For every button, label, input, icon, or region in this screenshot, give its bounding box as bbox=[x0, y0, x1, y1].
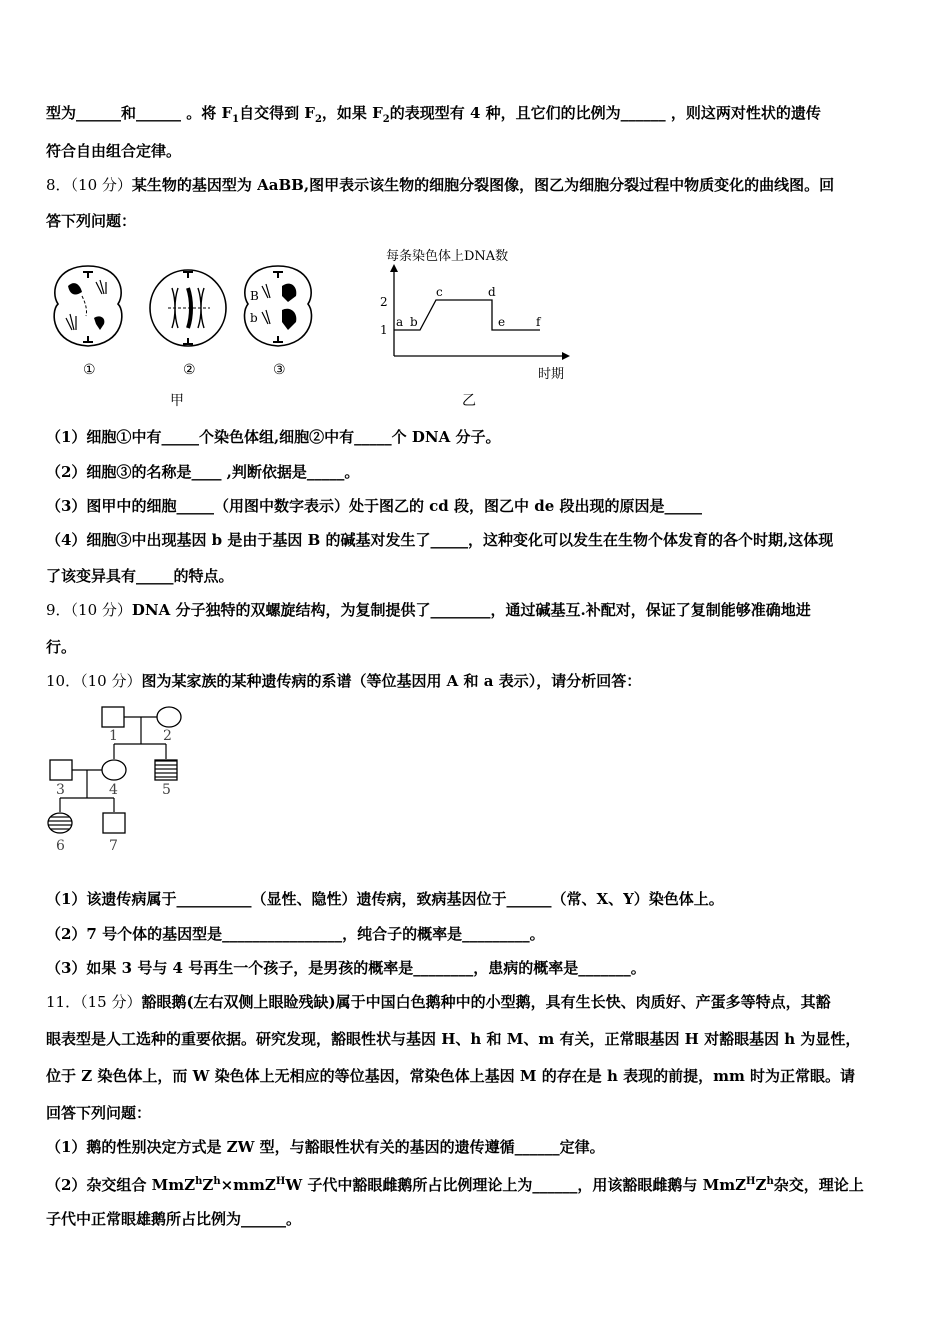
individual-7 bbox=[103, 813, 125, 833]
figure-cell-division bbox=[46, 252, 326, 382]
individual-4 bbox=[102, 760, 126, 780]
graph-ytick-1: 1 bbox=[380, 323, 388, 337]
q10-sub2: （2）7 号个体的基因型是________________，纯合子的概率是_________。 bbox=[46, 925, 545, 943]
q11-stem-line4: 回答下列问题： bbox=[46, 1104, 152, 1122]
graph-point-e: e bbox=[498, 315, 506, 329]
graph-xlabel: 时期 bbox=[538, 367, 565, 382]
cell-1 bbox=[54, 266, 122, 346]
figure-b-caption: 乙 bbox=[462, 393, 476, 409]
cell-3 bbox=[244, 266, 311, 346]
cell-label-3: ③ bbox=[273, 362, 286, 378]
q11-sub2-line2: 子代中正常眼雄鹅所占比例为______。 bbox=[46, 1210, 302, 1228]
figure-dna-graph bbox=[370, 244, 590, 384]
graph-point-f: f bbox=[536, 315, 541, 329]
graph-point-b: b bbox=[410, 315, 418, 329]
label-7: 7 bbox=[109, 838, 118, 854]
q7-tail-line1: 型为______和______ 。将 $F_1$自交得到 $F_2$，如果 $F_2$的表现型有 4 种，且它们的比例为______ ，则这两对性状的遗传 bbox=[46, 104, 821, 125]
q10-sub1: （1）该遗传病属于__________（显性、隐性）遗传病，致病基因位于______（常、X、Y）染色体上。 bbox=[46, 890, 724, 908]
q11-sub1: （1）鹅的性别决定方式是 ZW 型，与豁眼性状有关的基因的遗传遵循______定律。 bbox=[46, 1138, 605, 1156]
q8-sub4-line2: 了该变异具有_____的特点。 bbox=[46, 567, 234, 585]
q8-stem-line2: 答下列问题： bbox=[46, 212, 137, 230]
graph-point-d: d bbox=[488, 285, 496, 299]
q8-sub3: （3）图甲中的细胞_____（用图中数字表示）处于图乙的 cd 段，图乙中 de 段出现的原因是_____ bbox=[46, 497, 702, 515]
q10-sub3: （3）如果 3 号与 4 号再生一个孩子，是男孩的概率是________，患病的概率是_______。 bbox=[46, 959, 646, 977]
pedigree-chart bbox=[46, 700, 196, 860]
q10-stem: 10．（10 分）图为某家族的某种遗传病的系谱（等位基因用 A 和 a 表示），请分析回答： bbox=[46, 672, 642, 690]
cell-label-2: ② bbox=[183, 362, 196, 378]
q8-sub2: （2）细胞③的名称是____ ,判断依据是_____。 bbox=[46, 463, 360, 481]
individual-3 bbox=[50, 760, 72, 780]
cell-3-gene-B: B bbox=[250, 289, 259, 303]
label-5: 5 bbox=[162, 782, 171, 798]
label-3: 3 bbox=[56, 782, 65, 798]
label-6: 6 bbox=[56, 838, 65, 854]
q11-stem-line2: 眼表型是人工选种的重要依据。研究发现，豁眼性状与基因 H、h 和 M、m 有关，正常眼基因 H 对豁眼基因 h 为显性， bbox=[46, 1030, 861, 1048]
figure-a-caption: 甲 bbox=[170, 393, 184, 409]
graph-point-a: a bbox=[396, 315, 404, 329]
graph-point-c: c bbox=[436, 285, 443, 299]
q9-stem-line2: 行。 bbox=[46, 638, 77, 656]
individual-5-affected bbox=[155, 760, 177, 780]
graph-ytick-2: 2 bbox=[380, 295, 388, 309]
q11-stem-line3: 位于 Z 染色体上，而 W 染色体上无相应的等位基因，常染色体上基因 M 的存在是 h 表现的前提，mm 时为正常眼。请 bbox=[46, 1067, 856, 1085]
individual-2 bbox=[157, 707, 181, 727]
label-1: 1 bbox=[109, 728, 118, 744]
q8-stem-line1: 8．（10 分）某生物的基因型为 AaBB,图甲表示该生物的细胞分裂图像，图乙为细胞分裂过程中物质变化的曲线图。回 bbox=[46, 176, 835, 194]
label-4: 4 bbox=[109, 782, 118, 798]
individual-6-affected bbox=[48, 813, 72, 833]
label-2: 2 bbox=[163, 728, 172, 744]
cell-2 bbox=[150, 270, 226, 346]
q8-sub4-line1: （4）细胞③中出现基因 b 是由于基因 B 的碱基对发生了_____，这种变化可以发生在生物个体发育的各个时期,这体现 bbox=[46, 531, 834, 549]
q8-sub1: （1）细胞①中有_____个染色体组,细胞②中有_____个 DNA 分子。 bbox=[46, 428, 501, 446]
q11-stem-line1: 11．（15 分）豁眼鹅(左右双侧上眼睑残缺)属于中国白色鹅种中的小型鹅，具有生长快、肉质好、产蛋多等特点，其豁 bbox=[46, 993, 831, 1011]
q9-stem-line1: 9．（10 分）DNA 分子独特的双螺旋结构，为复制提供了________，通过碱基互.补配对，保证了复制能够准确地进 bbox=[46, 601, 811, 619]
cell-label-1: ① bbox=[83, 362, 96, 378]
q11-sub2-line1: （2）杂交组合 $MmZ^hZ^h\times mmZ^HW$ 子代中豁眼雌鹅所占比例理论上为______，用该豁眼雌鹅与 $MmZ^HZ^h$杂交，理论上 bbox=[46, 1176, 864, 1194]
individual-1 bbox=[102, 707, 124, 727]
cell-3-gene-b: b bbox=[250, 311, 258, 325]
graph-ylabel: 每条染色体上DNA数 bbox=[386, 249, 509, 264]
q7-tail-line2: 符合自由组合定律。 bbox=[46, 142, 182, 160]
